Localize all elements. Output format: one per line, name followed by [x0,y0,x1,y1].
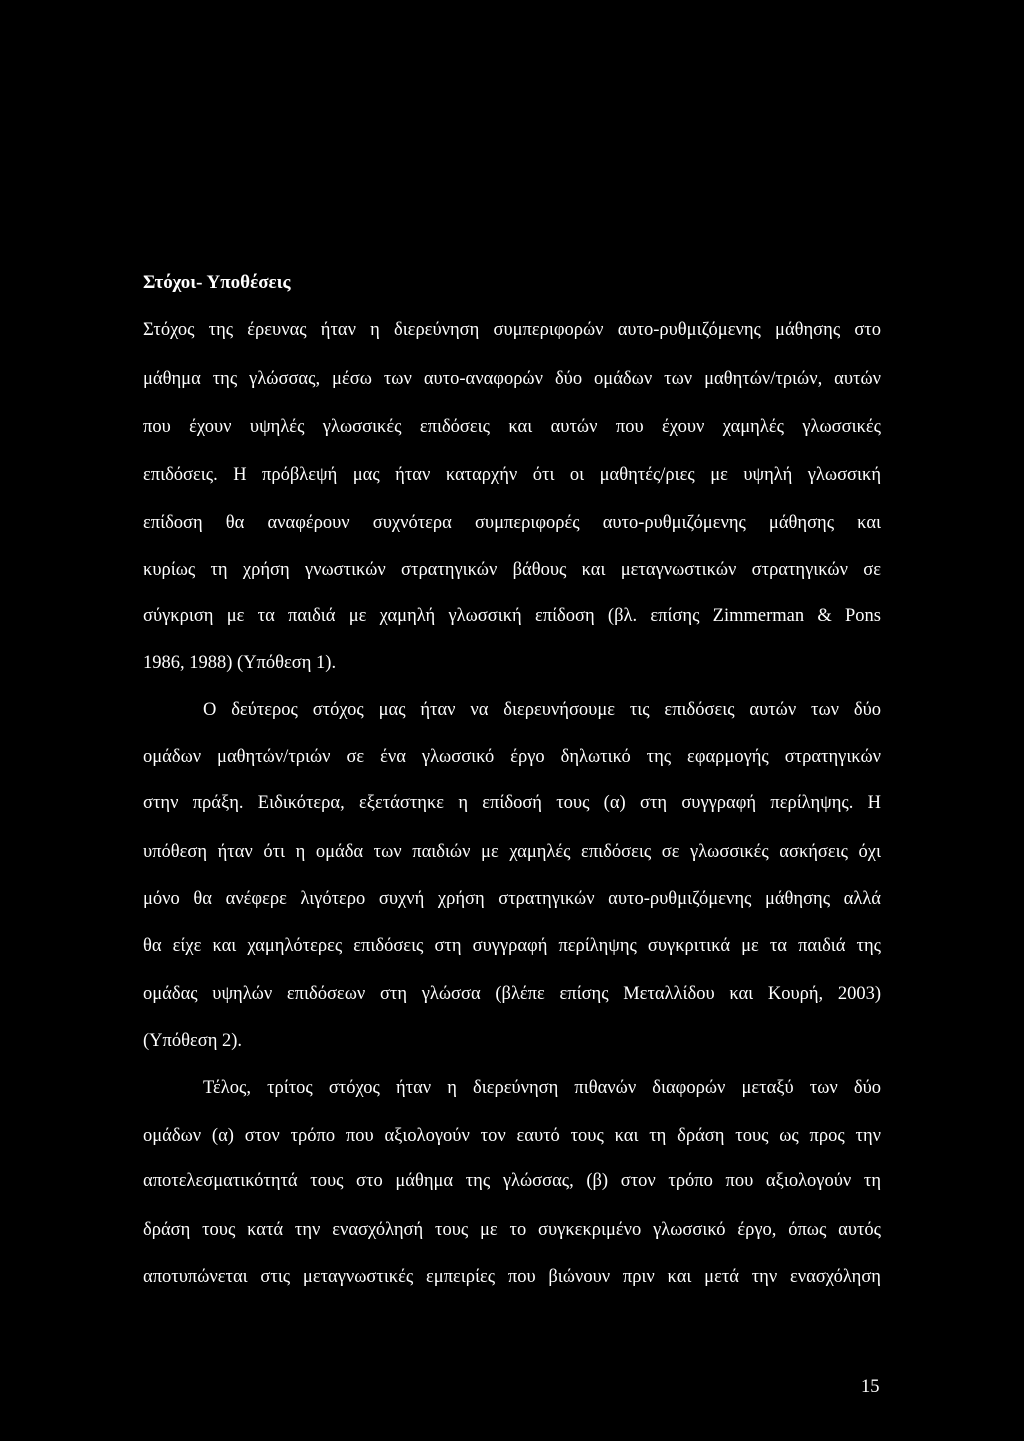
paragraph-line: σύγκριση με τα παιδιά με χαμηλή γλωσσική επίδοση (βλ. επίσης Zimmerman & Pons [143,606,881,626]
paragraph-line: κυρίως τη χρήση γνωστικών στρατηγικών βάθους και μεταγνωστικών στρατηγικών σε [143,560,881,580]
paragraph-line: 1986, 1988) (Υπόθεση 1). [143,653,337,673]
paragraph-line: αποτυπώνεται στις μεταγνωστικές εμπειρίες που βιώνουν πριν και μετά την ενασχόληση [143,1267,881,1287]
paragraph-line: (Υπόθεση 2). [143,1031,243,1051]
section-heading: Στόχοι- Υποθέσεις [143,272,291,293]
paragraph-line: Στόχος της έρευνας ήταν η διερεύνηση συμπεριφορών αυτο-ρυθμιζόμενης μάθησης στο [143,320,881,340]
paragraph-line: μόνο θα ανέφερε λιγότερο συχνή χρήση στρατηγικών αυτο-ρυθμιζόμενης μάθησης αλλά [143,889,881,909]
paragraph-line: ομάδας υψηλών επιδόσεων στη γλώσσα (βλέπε επίσης Μεταλλίδου και Κουρή, 2003) [143,984,881,1004]
paragraph-line: στην πράξη. Ειδικότερα, εξετάστηκε η επίδοσή τους (α) στη συγγραφή περίληψης. Η [143,793,881,813]
paragraph-line: επίδοση θα αναφέρουν συχνότερα συμπεριφορές αυτο-ρυθμιζόμενης μάθησης και [143,513,881,533]
paragraph-line: υπόθεση ήταν ότι η ομάδα των παιδιών με χαμηλές επιδόσεις σε γλωσσικές ασκήσεις όχι [143,842,881,862]
paragraph-line: Τέλος, τρίτος στόχος ήταν η διερεύνηση πιθανών διαφορών μεταξύ των δύο [203,1078,881,1098]
paragraph-line: Ο δεύτερος στόχος μας ήταν να διερευνήσουμε τις επιδόσεις αυτών των δύο [203,700,881,720]
paragraph-line: ομάδων μαθητών/τριών σε ένα γλωσσικό έργο δηλωτικό της εφαρμογής στρατηγικών [143,747,881,767]
page-number: 15 [861,1377,880,1397]
paragraph-line: που έχουν υψηλές γλωσσικές επιδόσεις και αυτών που έχουν χαμηλές γλωσσικές [143,417,881,437]
paragraph-line: δράση τους κατά την ενασχόλησή τους με το συγκεκριμένο γλωσσικό έργο, όπως αυτός [143,1220,881,1240]
paragraph-line: επιδόσεις. Η πρόβλεψή μας ήταν καταρχήν ότι οι μαθητές/ριες με υψηλή γλωσσική [143,465,881,485]
paragraph-line: ομάδων (α) στον τρόπο που αξιολογούν τον εαυτό τους και τη δράση τους ως προς την [143,1126,881,1146]
paragraph-line: μάθημα της γλώσσας, μέσω των αυτο-αναφορών δύο ομάδων των μαθητών/τριών, αυτών [143,369,881,389]
paragraph-line: θα είχε και χαμηλότερες επιδόσεις στη συγγραφή περίληψης συγκριτικά με τα παιδιά της [143,936,881,956]
paragraph-line: αποτελεσματικότητά τους στο μάθημα της γλώσσας, (β) στον τρόπο που αξιολογούν τη [143,1171,881,1191]
